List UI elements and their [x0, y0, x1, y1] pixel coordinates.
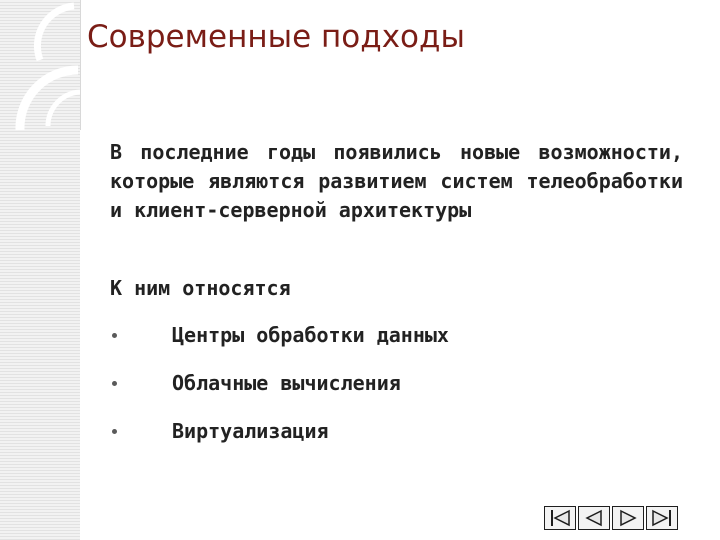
bullet-icon	[112, 333, 117, 338]
bullet-icon	[112, 429, 117, 434]
previous-slide-icon	[579, 507, 609, 529]
first-slide-icon	[545, 507, 575, 529]
next-slide-button[interactable]	[612, 506, 644, 530]
first-slide-button[interactable]	[544, 506, 576, 530]
last-slide-button[interactable]	[646, 506, 678, 530]
previous-slide-button[interactable]	[578, 506, 610, 530]
list-item-text: Облачные вычисления	[172, 371, 401, 395]
title-divider	[80, 0, 81, 130]
next-slide-icon	[613, 507, 643, 529]
decorative-arcs	[0, 0, 80, 540]
list-item	[110, 369, 670, 399]
list-item	[110, 321, 670, 351]
list-item-text: Виртуализация	[172, 419, 329, 443]
decorative-side-band	[0, 0, 80, 540]
slide-title: Современные подходы	[87, 19, 465, 55]
list-item-text: Центры обработки данных	[172, 323, 449, 347]
bullet-icon	[112, 381, 117, 386]
intro-paragraph: В последние годы появились новые возможности, которые являются развитием систем телеобработки и клиент-серверной архитектуры	[110, 140, 683, 222]
list-lead-text: К ним относятся	[110, 276, 291, 300]
slide-navigation	[544, 506, 678, 530]
last-slide-icon	[647, 507, 677, 529]
list-item	[110, 417, 670, 447]
slide-content	[110, 138, 683, 443]
